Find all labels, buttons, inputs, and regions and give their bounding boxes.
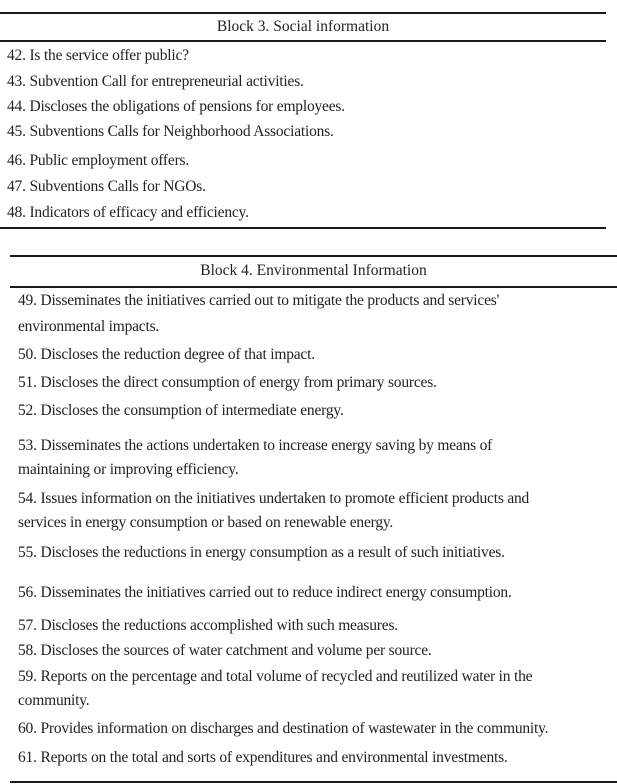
block4-item: 57. Discloses the reductions accomplished with such measures. xyxy=(18,617,398,634)
block4-item: 58. Discloses the sources of water catchment and volume per source. xyxy=(18,642,432,659)
block4-item-continuation: maintaining or improving efficiency. xyxy=(18,461,239,478)
block3-item: 46. Public employment offers. xyxy=(7,152,190,169)
block4-item: 50. Discloses the reduction degree of that impact. xyxy=(18,346,315,363)
block3-item: 48. Indicators of efficacy and efficiency. xyxy=(7,204,249,221)
block4-item: 59. Reports on the percentage and total volume of recycled and reutilized water in the xyxy=(18,668,533,685)
block3-item: 45. Subventions Calls for Neighborhood Associations. xyxy=(7,123,334,140)
block3-header-rule xyxy=(0,40,606,42)
block4-bottom-rule xyxy=(10,781,617,783)
block4-item: 61. Reports on the total and sorts of expenditures and environmental investments. xyxy=(18,749,508,766)
block3-item: 43. Subvention Call for entrepreneurial activities. xyxy=(7,73,304,90)
block4-item: 51. Discloses the direct consumption of energy from primary sources. xyxy=(18,374,437,391)
block4-item-continuation: community. xyxy=(18,692,90,709)
block3-top-rule xyxy=(0,12,606,14)
block4-item: 56. Disseminates the initiatives carried out to reduce indirect energy consumption. xyxy=(18,584,512,601)
block4-item: 54. Issues information on the initiatives undertaken to promote efficient products and xyxy=(18,490,530,507)
block4-title: Block 4. Environmental Information xyxy=(200,262,427,279)
block3-item: 42. Is the service offer public? xyxy=(7,47,189,64)
block4-top-rule xyxy=(10,255,617,257)
block3-item: 44. Discloses the obligations of pensions for employees. xyxy=(7,98,345,115)
block4-item: 52. Discloses the consumption of intermediate energy. xyxy=(18,402,344,419)
block3-title: Block 3. Social information xyxy=(216,18,390,35)
block4-item: 53. Disseminates the actions undertaken to increase energy saving by means of xyxy=(18,437,493,454)
block4-header-rule xyxy=(10,286,617,288)
block4-item: 60. Provides information on discharges and destination of wastewater in the community. xyxy=(18,720,549,737)
block4-item-continuation: services in energy consumption or based on renewable energy. xyxy=(18,514,394,531)
block3-item: 47. Subventions Calls for NGOs. xyxy=(7,178,206,195)
block4-item: 49. Disseminates the initiatives carried out to mitigate the products and services' xyxy=(18,292,500,309)
block3-bottom-rule xyxy=(0,227,606,229)
block4-item: 55. Discloses the reductions in energy consumption as a result of such initiatives. xyxy=(18,544,505,561)
block4-item-continuation: environmental impacts. xyxy=(18,318,160,335)
